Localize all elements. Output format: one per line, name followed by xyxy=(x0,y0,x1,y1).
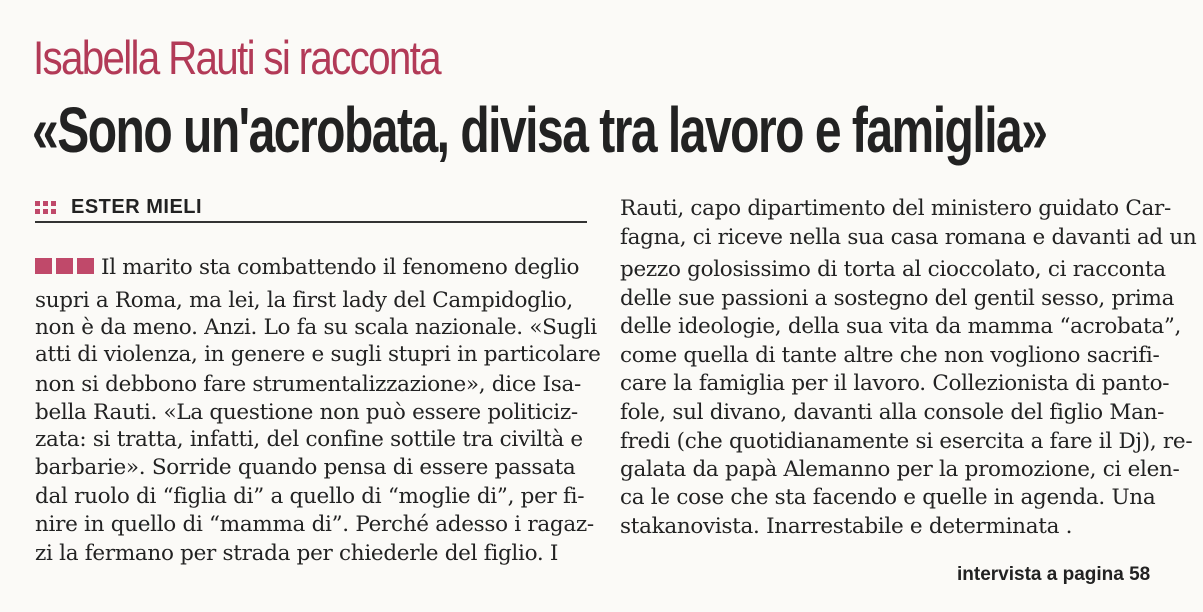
body-line xyxy=(35,254,579,282)
body-line: supri a Roma, ma lei, la first lady del Campidoglio, xyxy=(35,288,573,313)
body-line: non è da meno. Anzi. Lo fa su scala nazionale. «Sugli xyxy=(35,315,597,340)
body-line: fagna, ci riceve nella sua casa romana e davanti ad un xyxy=(620,225,1197,250)
body-line: come quella di tante altre che non vogliono sacrifi- xyxy=(620,343,1160,368)
body-line: bella Rauti. «La questione non può essere politiciz- xyxy=(35,400,578,425)
body-line: non si debbono fare strumentalizzazione», dice Isa- xyxy=(35,372,581,397)
lead-squares-icon xyxy=(35,258,95,274)
body-line: fole, sul divano, davanti alla console del figlio Man- xyxy=(620,400,1165,425)
body-line: atti di violenza, in genere e sugli stupri in particolare xyxy=(35,342,601,367)
body-line: delle ideologie, della sua vita da mamma “acrobata”, xyxy=(620,314,1182,339)
body-line: nire in quello di “mamma di”. Perché adesso i ragaz- xyxy=(35,512,594,537)
body-line: zi la fermano per strada per chiederle del figlio. I xyxy=(35,541,559,566)
author-name: ESTER MIELI xyxy=(71,196,203,218)
body-line: galata da papà Alemanno per la promozione, ci elen- xyxy=(620,457,1180,482)
continued-reference: intervista a pagina 58 xyxy=(957,564,1151,585)
article-headline: «Sono un'acrobata, divisa tra lavoro e famiglia» xyxy=(32,94,1047,166)
body-line: fredi (che quotidianamente si esercita a fare il Dj), re- xyxy=(620,429,1193,454)
byline-dots-icon xyxy=(35,201,61,215)
byline xyxy=(35,195,587,223)
body-line: delle sue passioni a sostegno del gentil sesso, prima xyxy=(620,286,1175,311)
body-text: Il marito sta combattendo il fenomeno deglio xyxy=(101,255,580,280)
article-kicker: Isabella Rauti si racconta xyxy=(33,31,440,84)
body-line: zata: si tratta, infatti, del confine sottile tra civiltà e xyxy=(35,427,583,452)
body-line: ca le cose che sta facendo e quelle in agenda. Una xyxy=(620,485,1156,510)
body-line: pezzo golosissimo di torta al cioccolato, ci racconta xyxy=(620,257,1166,282)
body-line: stakanovista. Inarrestabile e determinata . xyxy=(620,514,1073,539)
body-line: dal ruolo di “figlia di” a quello di “moglie di”, per fi- xyxy=(35,484,585,509)
body-line: care la famiglia per il lavoro. Collezionista di panto- xyxy=(620,371,1170,396)
body-line: Rauti, capo dipartimento del ministero guidato Car- xyxy=(620,196,1171,221)
body-line: barbarie». Sorride quando pensa di essere passata xyxy=(35,455,576,480)
